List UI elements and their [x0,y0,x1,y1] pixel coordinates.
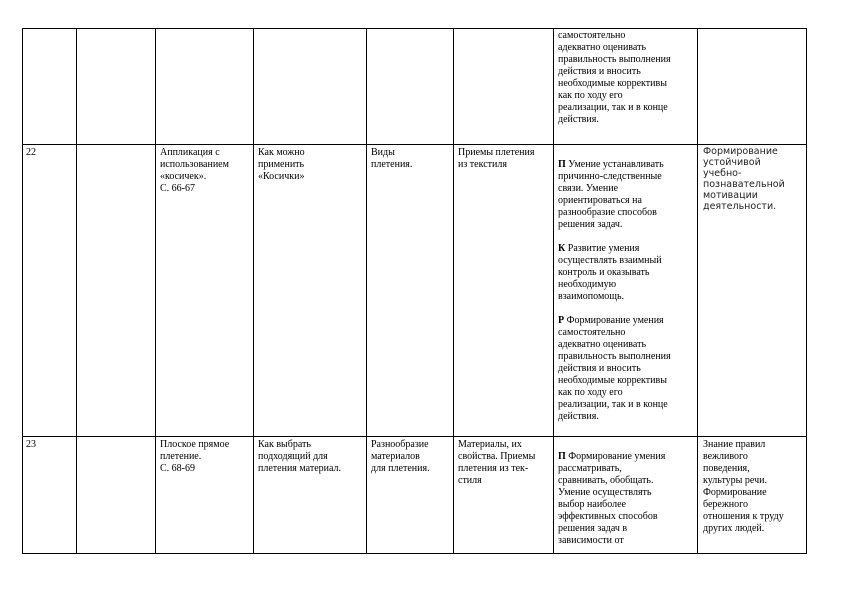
table-cell-competencies [558,439,696,552]
column-divider [697,28,698,554]
competency-text: Умение устанавливать причинно-следственные связи. Умение ориентироваться на разнообразие способов решения задач. [558,159,664,230]
table-cell-number: 22 [26,147,36,158]
table-cell-number: 23 [26,439,36,450]
table-border [806,28,807,554]
competency-tag: К [558,243,566,254]
table-cell-competencies [558,147,696,435]
competency-text: Развитие умения осуществлять взаимный контроль и оказывать необходимую взаимопомощь. [558,243,662,302]
competency-block [558,159,696,231]
table-border [22,28,807,29]
table-cell-subject-results: Приемы плетения из текстиля [458,147,535,170]
table-cell-personal-results: Формирование устойчивой учебно- познавательной мотивации деятельности. [703,146,785,212]
table-cell-personal-results: Знание правил вежливого поведения, культуры речи. Формирование бережного отношения к труду других людей. [703,439,784,534]
column-divider [253,28,254,554]
column-divider [366,28,367,554]
table-border [22,553,807,554]
table-border [22,28,23,554]
column-divider [76,28,77,554]
competency-tag: Р [558,315,565,326]
competency-block [558,243,696,303]
table-cell-problem: Как можно применить «Косички» [258,147,305,182]
competency-text: Формирование умения самостоятельно адекватно оценивать правильность выполнения действия и вносить необходимые коррективы как по ходу его реализации, так и в конце действия. [558,315,671,422]
column-divider [453,28,454,554]
table-cell-concepts: Разнообразие материалов для плетения. [371,439,430,474]
competency-tag: П [558,159,566,170]
table-cell-competencies: самостоятельно адекватно оценивать правильность выполнения действия и вносить необходимые коррективы как по ходу его реализации, так и в конце действия. [558,30,671,125]
column-divider [155,28,156,554]
table-cell-topic: Аппликация с использованием «косичек». С. 66-67 [160,147,229,194]
table-cell-topic: Плоское прямое плетение. С. 68-69 [160,439,230,474]
competency-block [558,315,696,423]
competency-block [558,451,696,547]
competency-text: Формирование умения рассматривать, сравнивать, обобщать. Умение осуществлять выбор наиболее эффективных способов решения задач в зависимости от [558,451,666,546]
column-divider [553,28,554,554]
table-cell-subject-results: Материалы, их свойства. Приемы плетения из тек- стиля [458,439,536,486]
table-cell-concepts: Виды плетения. [371,147,413,170]
table-cell-problem: Как выбрать подходящий для плетения материал. [258,439,342,474]
competency-tag: П [558,451,566,462]
row-divider [22,436,807,437]
row-divider [22,144,807,145]
